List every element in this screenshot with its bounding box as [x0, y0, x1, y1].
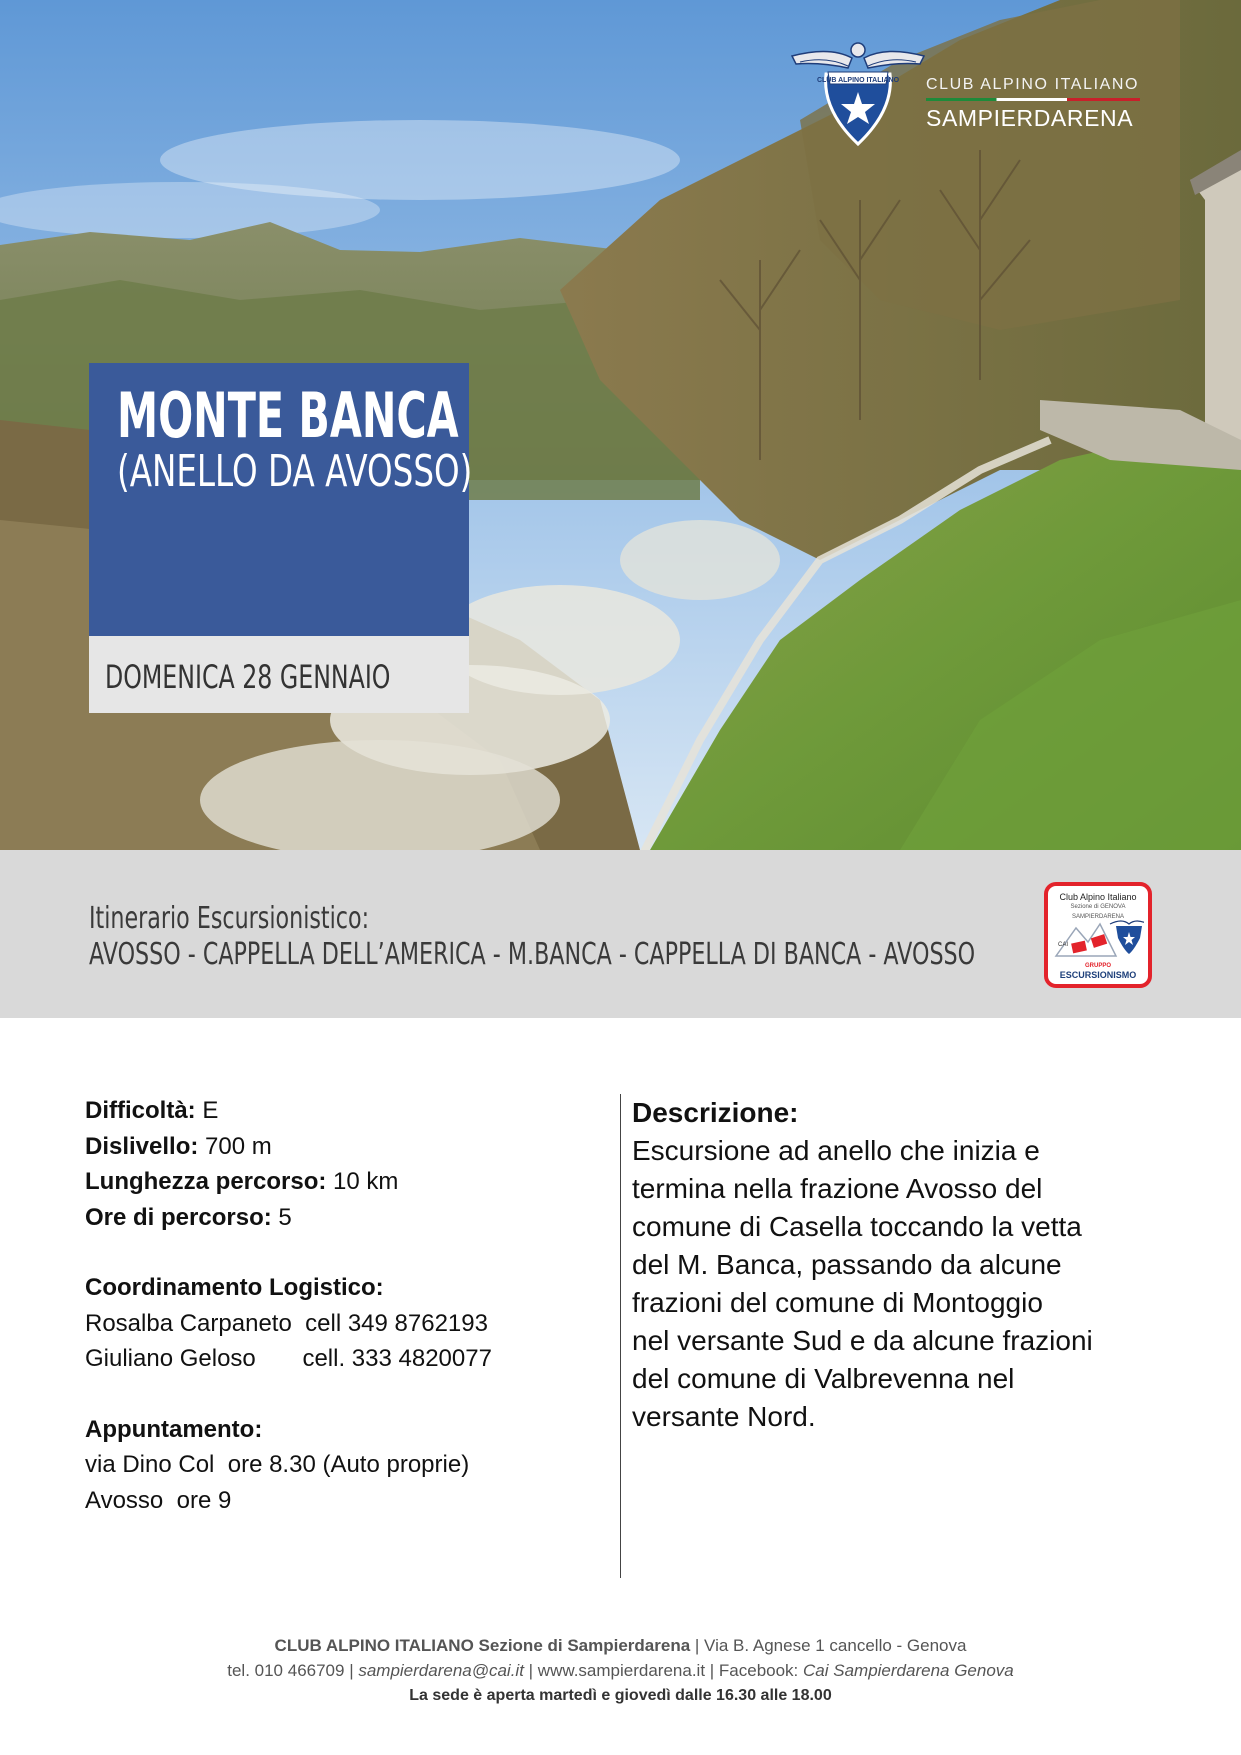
difficulty-label: Difficoltà:	[85, 1097, 196, 1124]
emblem-text: CLUB ALPINO ITALIANO	[816, 77, 900, 84]
footer-hours: La sede è aperta martedì e giovedì dalle 16.30 alle 18.00	[409, 1687, 832, 1704]
elevation-label: Dislivello:	[85, 1132, 199, 1160]
difficulty-value: E	[195, 1097, 219, 1124]
cai-sampierdarena-logo	[790, 40, 1150, 150]
tricolor-stripe	[926, 98, 1140, 101]
trip-details	[85, 1093, 605, 1518]
footer-line-1	[0, 1633, 1241, 1658]
badge-cai: CAI	[1058, 942, 1069, 948]
description-line: del comune di Valbrevenna nel	[632, 1363, 1015, 1394]
itinerary-band	[0, 850, 1241, 1018]
footer	[0, 1633, 1241, 1708]
itinerary-label: Itinerario Escursionistico:	[89, 901, 370, 936]
cai-eagle-shield-icon	[790, 40, 926, 148]
length-row	[85, 1164, 605, 1200]
meeting-1: via Dino Col ore 8.30 (Auto proprie)	[85, 1451, 470, 1478]
coordinator-1: Rosalba Carpaneto cell 349 8762193	[85, 1309, 488, 1337]
description-line: versante Nord.	[632, 1401, 816, 1432]
footer-line-2	[0, 1658, 1241, 1683]
page-subtitle: (ANELLO DA AVOSSO)	[117, 446, 473, 497]
hours-label: Ore di percorso:	[85, 1203, 272, 1231]
footer-address: | Via B. Agnese 1 cancello - Genova	[690, 1636, 967, 1655]
difficulty-row	[85, 1093, 605, 1129]
badge-subtitle: Sezione di GENOVA SAMPIERDARENA	[1070, 904, 1126, 920]
description-line: del M. Banca, passando da alcune	[632, 1249, 1062, 1280]
coordination-label: Coordinamento Logistico:	[85, 1274, 384, 1301]
length-label: Lunghezza percorso:	[85, 1168, 327, 1195]
logo-line-club: CLUB ALPINO ITALIANO	[926, 76, 1140, 93]
elevation-row	[85, 1129, 605, 1165]
description-line: termina nella frazione Avosso del	[632, 1173, 1043, 1204]
footer-tel: tel. 010 466709 |	[227, 1661, 359, 1680]
badge-name: ESCURSIONISMO	[1059, 970, 1137, 980]
description-heading: Descrizione:	[632, 1097, 799, 1128]
description-line: Escursione ad anello che inizia e	[632, 1135, 1040, 1166]
date-box	[89, 636, 469, 713]
footer-org: CLUB ALPINO ITALIANO Sezione di Sampierdarena	[274, 1636, 691, 1655]
page-title: MONTE BANCA	[117, 379, 459, 452]
meeting-label: Appuntamento:	[85, 1415, 263, 1443]
footer-email[interactable]: sampierdarena@cai.it	[358, 1661, 524, 1680]
title-box	[89, 363, 473, 636]
description-line: nel versante Sud e da alcune frazioni	[632, 1325, 1093, 1356]
description-line: comune di Casella toccando la vetta	[632, 1211, 1082, 1242]
footer-web: | www.sampierdarena.it | Facebook:	[523, 1661, 804, 1680]
length-value: 10 km	[326, 1168, 399, 1195]
meeting-2: Avosso ore 9	[85, 1486, 232, 1514]
hours-value: 5	[271, 1203, 292, 1231]
elevation-value: 700 m	[198, 1132, 272, 1160]
hours-row	[85, 1200, 605, 1236]
event-date: DOMENICA 28 GENNAIO	[105, 658, 391, 696]
coordinator-2: Giuliano Geloso cell. 333 4820077	[85, 1345, 492, 1372]
badge-title: Club Alpino Italiano	[1059, 892, 1137, 902]
itinerary-route: AVOSSO - CAPPELLA DELL’AMERICA - M.BANCA - CAPPELLA DI BANCA - AVOSSO	[89, 937, 976, 972]
description-block	[632, 1094, 1172, 1436]
column-divider	[620, 1094, 621, 1578]
logo-line-section: SAMPIERDARENA	[926, 105, 1134, 131]
mountain-flags-icon	[1054, 916, 1144, 960]
footer-facebook[interactable]: Cai Sampierdarena Genova	[803, 1661, 1014, 1680]
gruppo-escursionismo-logo	[1044, 882, 1152, 988]
badge-group: GRUPPO	[1084, 963, 1111, 969]
description-line: frazioni del comune di Montoggio	[632, 1287, 1043, 1318]
